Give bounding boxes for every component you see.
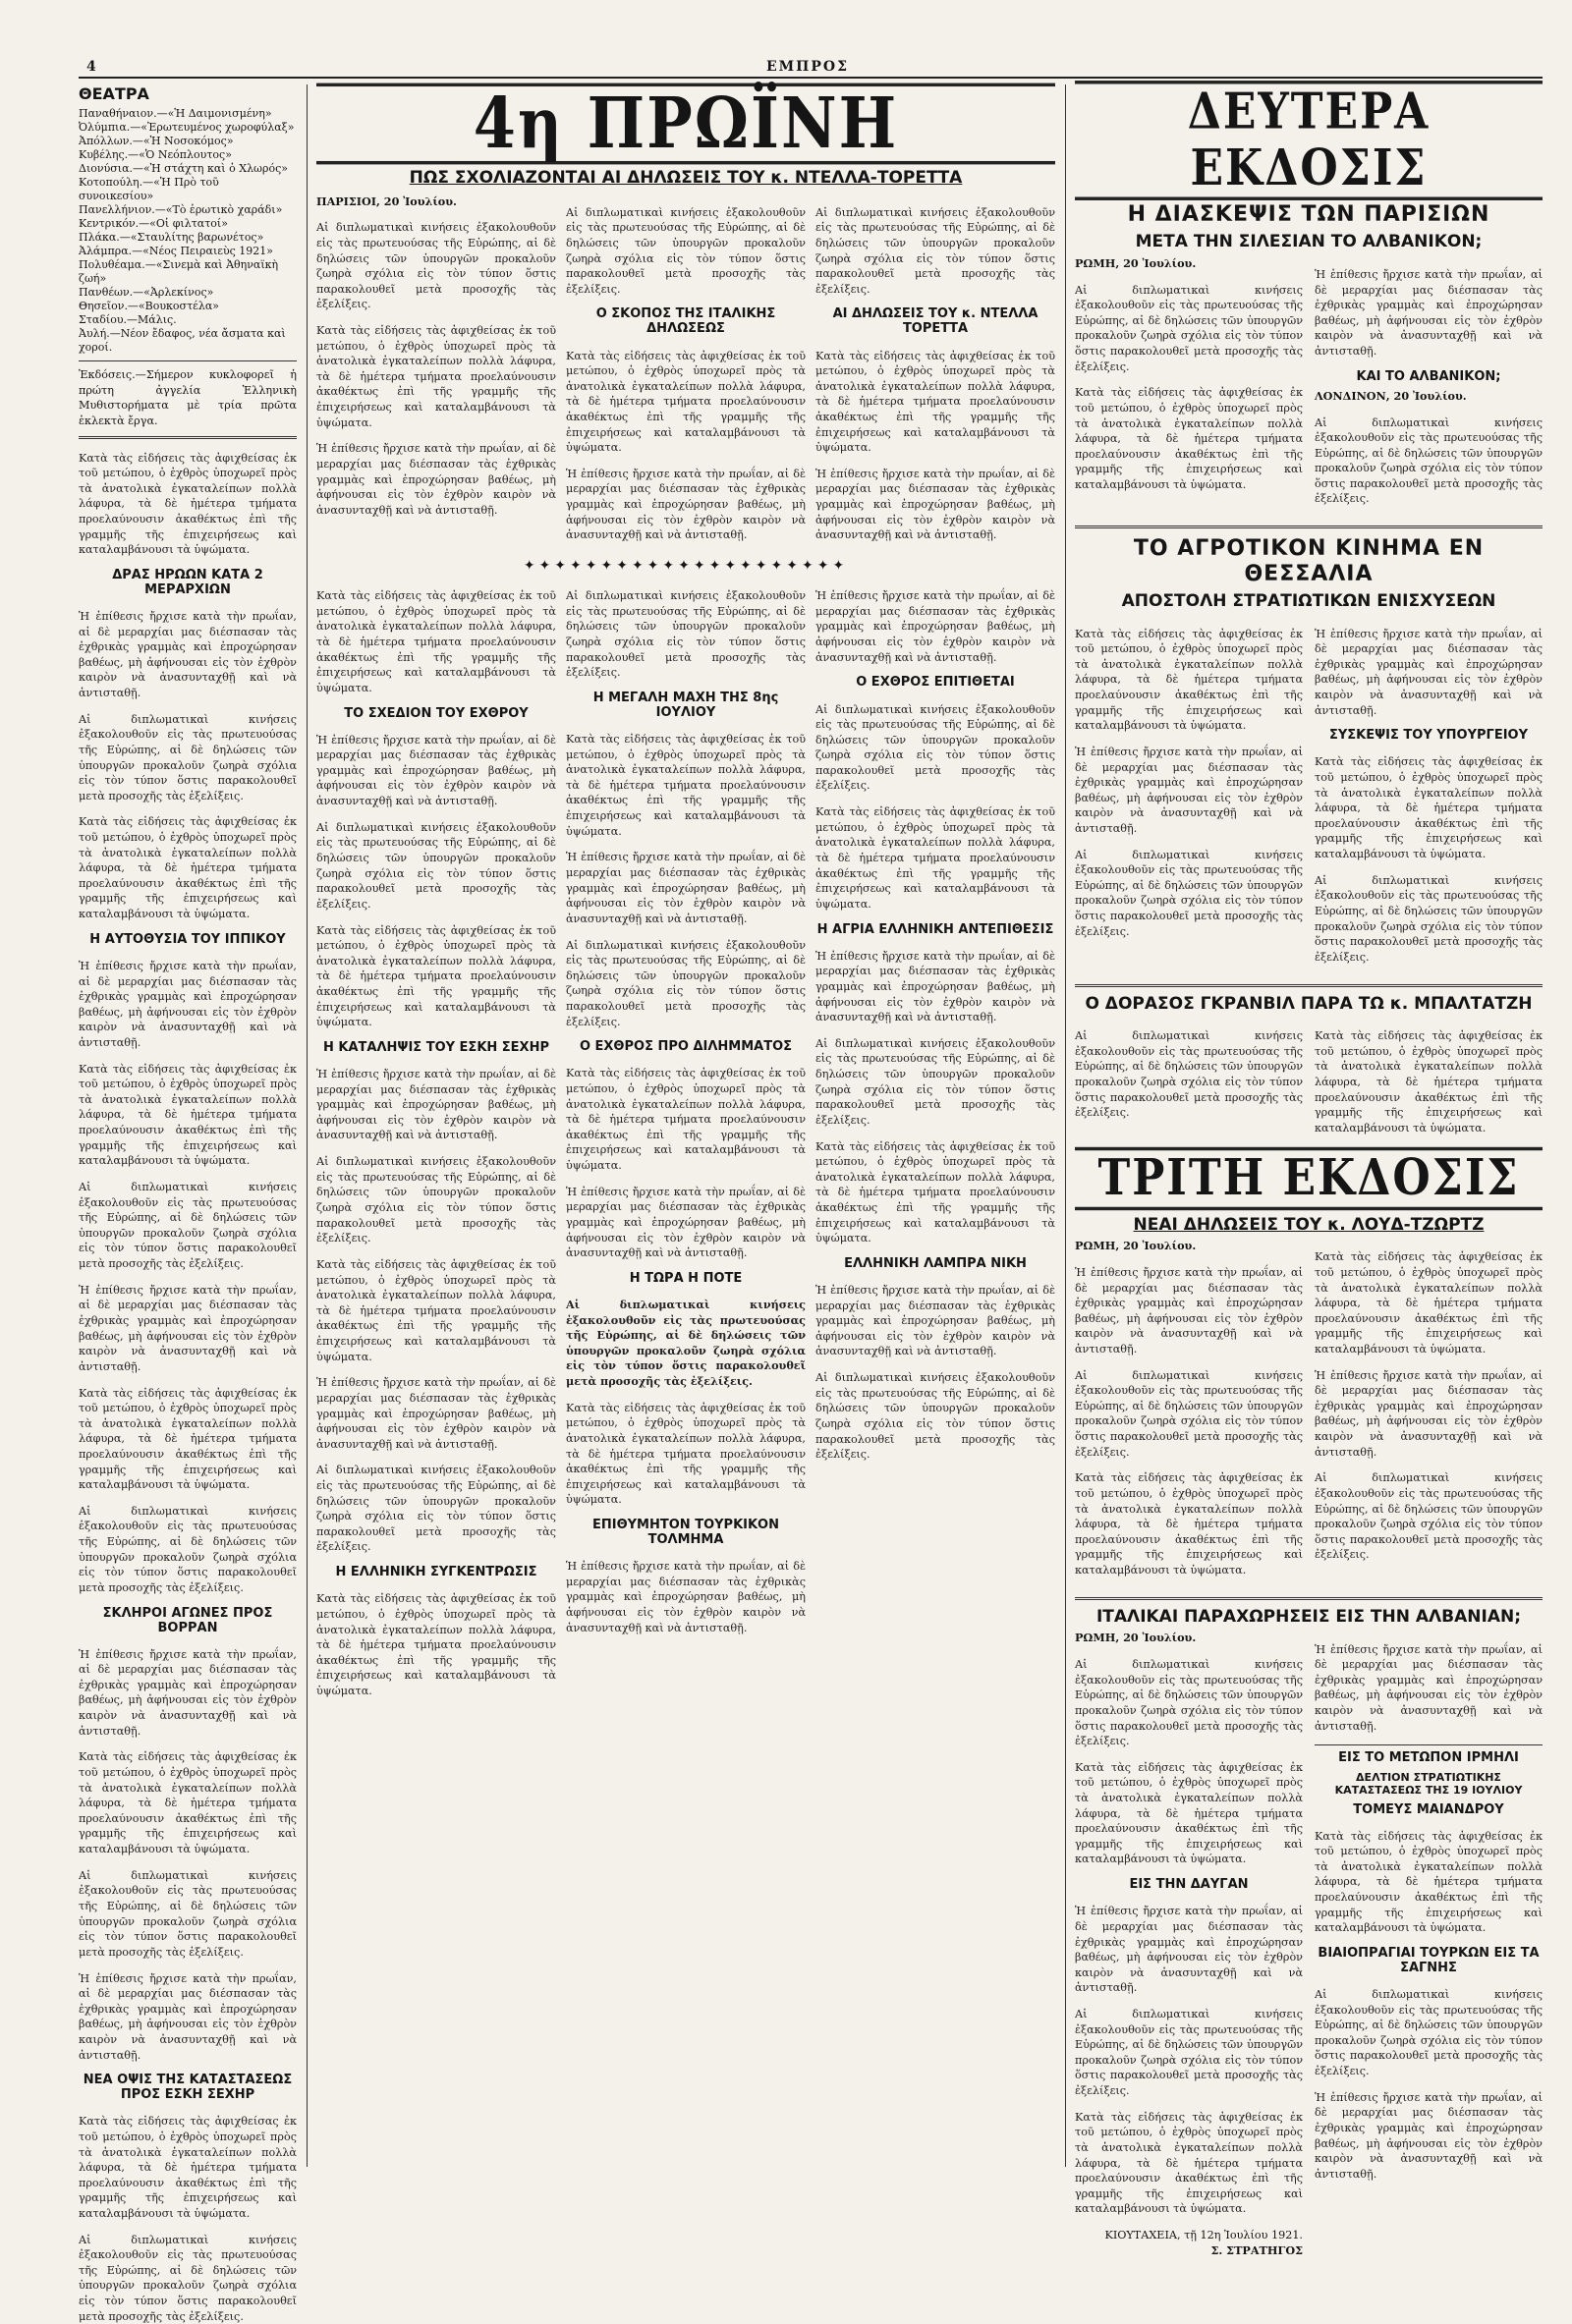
left-column: [79, 84, 297, 2323]
left-headline: ΝΕΑ ΟΨΙΣ ΤΗΣ ΚΑΤΑΣΤΑΣΕΩΣ ΠΡΟΣ ΕΣΚΗ ΣΕΧΗΡ: [83, 2073, 293, 2103]
article-text: Κατὰ τὰς εἰδήσεις τὰς ἀφιχθείσας ἐκ τοῦ μετώπου, ὁ ἐχθρὸς ὑποχωρεῖ πρὸς τὰ ἀνατολικὰ ἐγκαταλείπων πολλὰ λάφυρα, τὰ δὲ ἡμέτερα τμήματα προελαύνουσιν ἀκαθέκτως ἐπὶ τῆς γραμμῆς τῆς ἐπιχειρήσεως καὶ καταλαμβάνουσι τὰ ὑψώματα.: [1075, 627, 1303, 733]
article-text: Κατὰ τὰς εἰδήσεις τὰς ἀφιχθείσας ἐκ τοῦ μετώπου, ὁ ἐχθρὸς ὑποχωρεῖ πρὸς τὰ ἀνατολικὰ ἐγκαταλείπων πολλὰ λάφυρα, τὰ δὲ ἡμέτερα τμήματα προελαύνουσιν ἀκαθέκτως ἐπὶ τῆς γραμμῆς τῆς ἐπιχειρήσεως καὶ καταλαμβάνουσι τὰ ὑψώματα.: [1075, 2110, 1303, 2216]
theatre-item: Κεντρικόν.—«Οἱ φιλτατοί»: [79, 217, 228, 230]
article-text: Κατὰ τὰς εἰδήσεις τὰς ἀφιχθείσας ἐκ τοῦ μετώπου, ὁ ἐχθρὸς ὑποχωρεῖ πρὸς τὰ ἀνατολικὰ ἐγκαταλείπων πολλὰ λάφυρα, τὰ δὲ ἡμέτερα τμήματα προελαύνουσιν ἀκαθέκτως ἐπὶ τῆς γραμμῆς τῆς ἐπιχειρήσεως καὶ καταλαμβάνουσι τὰ ὑψώματα.: [79, 451, 297, 557]
article-text: Αἱ διπλωματικαὶ κινήσεις ἐξακολουθοῦν εἰς τὰς πρωτευούσας τῆς Εὐρώπης, αἱ δὲ δηλώσεις τῶν ὑπουργῶν προκαλοῦν ζωηρὰ σχόλια εἰς τὸν τύπον ὅστις παρακολουθεῖ μετὰ προσοχῆς τὰς ἐξελίξεις.: [316, 1155, 556, 1245]
article-text: Ἡ ἐπίθεσις ἤρχισε κατὰ τὴν πρωΐαν, αἱ δὲ μεραρχίαι μας διέσπασαν τὰς ἐχθρικὰς γραμμὰς καὶ ἐπροχώρησαν βαθέως, μὴ ἀφήνουσαι εἰς τὸν ἐχθρὸν καιρὸν νὰ ἀνασυνταχθῇ καὶ νὰ ἀντισταθῇ.: [566, 1560, 806, 1634]
theatre-item: Ἀυλή.—Νέον ἔδαφος, νέα ἄσματα καὶ χοροί.: [79, 327, 286, 354]
paris-story: [1075, 256, 1543, 518]
article-text: [1075, 1239, 1303, 1254]
article-text: Αἱ διπλωματικαὶ κινήσεις ἐξακολουθοῦν εἰς τὰς πρωτευούσας τῆς Εὐρώπης, αἱ δὲ δηλώσεις τῶν ὑπουργῶν προκαλοῦν ζωηρὰ σχόλια εἰς τὸν τύπον ὅστις παρακολουθεῖ μετὰ προσοχῆς τὰς ἐξελίξεις.: [79, 1868, 297, 1959]
signature-place: ΚΙΟΥΤΑΧΕΙΑ, τῇ 12η Ἰουλίου 1921.: [1104, 2229, 1303, 2242]
center-columns: [316, 578, 1055, 1710]
subhead: Η ΚΑΤΑΛΗΨΙΣ ΤΟΥ ΕΣΚΗ ΣΕΧΗΡ: [323, 1039, 549, 1055]
headline-panorama: ΒΙΑΙΟΠΡΑΓΙΑΙ ΤΟΥΡΚΩΝ ΕΙΣ ΤΑ ΣΑΓΝΗΣ: [1318, 1945, 1540, 1975]
theatre-list: [79, 107, 297, 355]
subhead: ΣΥΣΚΕΨΙΣ ΤΟΥ ΥΠΟΥΡΓΕΙΟΥ: [1328, 728, 1529, 744]
article-text: Αἱ διπλωματικαὶ κινήσεις ἐξακολουθοῦν εἰς τὰς πρωτευούσας τῆς Εὐρώπης, αἱ δὲ δηλώσεις τῶν ὑπουργῶν προκαλοῦν ζωηρὰ σχόλια εἰς τὸν τύπον ὅστις παρακολουθεῖ μετὰ προσοχῆς τὰς ἐξελίξεις.: [1075, 1658, 1303, 1748]
article-text: Κατὰ τὰς εἰδήσεις τὰς ἀφιχθείσας ἐκ τοῦ μετώπου, ὁ ἐχθρὸς ὑποχωρεῖ πρὸς τὰ ἀνατολικὰ ἐγκαταλείπων πολλὰ λάφυρα, τὰ δὲ ἡμέτερα τμήματα προελαύνουσιν ἀκαθέκτως ἐπὶ τῆς γραμμῆς τῆς ἐπιχειρήσεως καὶ καταλαμβάνουσι τὰ ὑψώματα.: [79, 1062, 297, 1168]
thessaly-story: [1075, 615, 1543, 975]
article-text: Ἡ ἐπίθεσις ἤρχισε κατὰ τὴν πρωΐαν, αἱ δὲ μεραρχίαι μας διέσπασαν τὰς ἐχθρικὰς γραμμὰς καὶ ἐπροχώρησαν βαθέως, μὴ ἀφήνουσαι εἰς τὸν ἐχθρὸν καιρὸν νὰ ἀνασυνταχθῇ καὶ νὰ ἀντισταθῇ.: [566, 1185, 806, 1260]
article-text: Ἡ ἐπίθεσις ἤρχισε κατὰ τὴν πρωΐαν, αἱ δὲ μεραρχίαι μας διέσπασαν τὰς ἐχθρικὰς γραμμὰς καὶ ἐπροχώρησαν βαθέως, μὴ ἀφήνουσαι εἰς τὸν ἐχθρὸν καιρὸν νὰ ἀνασυνταχθῇ καὶ νὰ ἀντισταθῇ.: [815, 949, 1055, 1024]
wrangel-story: [1075, 1018, 1543, 1147]
article-text: Ἡ ἐπίθεσις ἤρχισε κατὰ τὴν πρωΐαν, αἱ δὲ μεραρχίαι μας διέσπασαν τὰς ἐχθρικὰς γραμμὰς καὶ ἐπροχώρησαν βαθέως, μὴ ἀφήνουσαι εἰς τὸν ἐχθρὸν καιρὸν νὰ ἀνασυνταχθῇ καὶ νὰ ἀντισταθῇ.: [79, 959, 297, 1049]
article-text: [1075, 1631, 1303, 1646]
edition-banner: 4η ΠΡΩΪΝΗ: [316, 83, 1055, 165]
rule: [79, 436, 297, 439]
theatre-item: Διονύσια.—«Ἡ στάχτη καὶ ὁ Χλωρός»: [79, 162, 288, 175]
article-text: [316, 194, 556, 210]
article-text: Κατὰ τὰς εἰδήσεις τὰς ἀφιχθείσας ἐκ τοῦ μετώπου, ὁ ἐχθρὸς ὑποχωρεῖ πρὸς τὰ ἀνατολικὰ ἐγκαταλείπων πολλὰ λάφυρα, τὰ δὲ ἡμέτερα τμήματα προελαύνουσιν ἀκαθέκτως ἐπὶ τῆς γραμμῆς τῆς ἐπιχειρήσεως καὶ καταλαμβάνουσι τὰ ὑψώματα.: [316, 324, 556, 429]
article-text: Ἡ ἐπίθεσις ἤρχισε κατὰ τὴν πρωΐαν, αἱ δὲ μεραρχίαι μας διέσπασαν τὰς ἐχθρικὰς γραμμὰς καὶ ἐπροχώρησαν βαθέως, μὴ ἀφήνουσαι εἰς τὸν ἐχθρὸν καιρὸν νὰ ἀνασυνταχθῇ καὶ νὰ ἀντισταθῇ.: [566, 851, 806, 925]
subhead-thessaly: ΑΠΟΣΤΟΛΗ ΣΤΡΑΤΙΩΤΙΚΩΝ ΕΝΙΣΧΥΣΕΩΝ: [1121, 590, 1496, 611]
masthead: [79, 59, 1543, 79]
dateline: ΡΩΜΗ, 20 Ἰουλίου.: [1075, 1631, 1197, 1645]
dateline: ΡΩΜΗ, 20 Ἰουλίου.: [1075, 1239, 1197, 1253]
article-text: Κατὰ τὰς εἰδήσεις τὰς ἀφιχθείσας ἐκ τοῦ μετώπου, ὁ ἐχθρὸς ὑποχωρεῖ πρὸς τὰ ἀνατολικὰ ἐγκαταλείπων πολλὰ λάφυρα, τὰ δὲ ἡμέτερα τμήματα προελαύνουσιν ἀκαθέκτως ἐπὶ τῆς γραμμῆς τῆς ἐπιχειρήσεως καὶ καταλαμβάνουσι τὰ ὑψώματα.: [566, 1401, 806, 1507]
left-headline: Η ΑΥΤΟΘΥΣΙΑ ΤΟΥ ΙΠΠΙΚΟΥ: [89, 931, 286, 947]
article-text: Ἡ ἐπίθεσις ἤρχισε κατὰ τὴν πρωΐαν, αἱ δὲ μεραρχίαι μας διέσπασαν τὰς ἐχθρικὰς γραμμὰς καὶ ἐπροχώρησαν βαθέως, μὴ ἀφήνουσαι εἰς τὸν ἐχθρὸν καιρὸν νὰ ἀνασυνταχθῇ καὶ νὰ ἀντισταθῇ.: [79, 609, 297, 699]
article-text: Αἱ διπλωματικαὶ κινήσεις ἐξακολουθοῦν εἰς τὰς πρωτευούσας τῆς Εὐρώπης, αἱ δὲ δηλώσεις τῶν ὑπουργῶν προκαλοῦν ζωηρὰ σχόλια εἰς τὸν τύπον ὅστις παρακολουθεῖ μετὰ προσοχῆς τὰς ἐξελίξεις.: [1315, 415, 1543, 506]
article-text: Κατὰ τὰς εἰδήσεις τὰς ἀφιχθείσας ἐκ τοῦ μετώπου, ὁ ἐχθρὸς ὑποχωρεῖ πρὸς τὰ ἀνατολικὰ ἐγκαταλείπων πολλὰ λάφυρα, τὰ δὲ ἡμέτερα τμήματα προελαύνουσιν ἀκαθέκτως ἐπὶ τῆς γραμμῆς τῆς ἐπιχειρήσεως καὶ καταλαμβάνουσι τὰ ὑψώματα.: [316, 589, 556, 694]
article-text: Αἱ διπλωματικαὶ κινήσεις ἐξακολουθοῦν εἰς τὰς πρωτευούσας τῆς Εὐρώπης, αἱ δὲ δηλώσεις τῶν ὑπουργῶν προκαλοῦν ζωηρὰ σχόλια εἰς τὸν τύπον ὅστις παρακολουθεῖ μετὰ προσοχῆς τὰς ἐξελίξεις.: [1075, 1368, 1303, 1459]
article-text: Αἱ διπλωματικαὶ κινήσεις ἐξακολουθοῦν εἰς τὰς πρωτευούσας τῆς Εὐρώπης, αἱ δὲ δηλώσεις τῶν ὑπουργῶν προκαλοῦν ζωηρὰ σχόλια εἰς τὸν τύπον ὅστις παρακολουθεῖ μετὰ προσοχῆς τὰς ἐξελίξεις.: [79, 1504, 297, 1594]
theatre-item: Κοτοπούλη.—«Ἡ Πρὸ τοῦ συνοικεσίου»: [79, 176, 219, 202]
article-text: Κατὰ τὰς εἰδήσεις τὰς ἀφιχθείσας ἐκ τοῦ μετώπου, ὁ ἐχθρὸς ὑποχωρεῖ πρὸς τὰ ἀνατολικὰ ἐγκαταλείπων πολλὰ λάφυρα, τὰ δὲ ἡμέτερα τμήματα προελαύνουσιν ἀκαθέκτως ἐπὶ τῆς γραμμῆς τῆς ἐπιχειρήσεως καὶ καταλαμβάνουσι τὰ ὑψώματα.: [566, 733, 806, 838]
theatre-item: Κυβέλης.—«Ὁ Νεόπλουτος»: [79, 148, 232, 161]
newspaper-page: [79, 59, 1543, 2323]
subhead: Η ΜΕΓΑΛΗ ΜΑΧΗ ΤΗΣ 8ης ΙΟΥΛΙΟΥ: [592, 690, 779, 720]
headline-front: ΕΙΣ ΤΟ ΜΕΤΩΠΟΝ ΙΡΜΗΛΙ: [1338, 1750, 1519, 1766]
article-text: Κατὰ τὰς εἰδήσεις τὰς ἀφιχθείσας ἐκ τοῦ μετώπου, ὁ ἐχθρὸς ὑποχωρεῖ πρὸς τὰ ἀνατολικὰ ἐγκαταλείπων πολλὰ λάφυρα, τὰ δὲ ἡμέτερα τμήματα προελαύνουσιν ἀκαθέκτως ἐπὶ τῆς γραμμῆς τῆς ἐπιχειρήσεως καὶ καταλαμβάνουσι τὰ ὑψώματα.: [1315, 1829, 1543, 1935]
subhead: ΚΑΙ ΤΟ ΑΛΒΑΝΙΚΟΝ;: [1356, 368, 1501, 384]
rule: [79, 360, 297, 361]
article-text: Ἡ ἐπίθεσις ἤρχισε κατὰ τὴν πρωΐαν, αἱ δὲ μεραρχίαι μας διέσπασαν τὰς ἐχθρικὰς γραμμὰς καὶ ἐπροχώρησαν βαθέως, μὴ ἀφήνουσαι εἰς τὸν ἐχθρὸν καιρὸν νὰ ἀνασυνταχθῇ καὶ νὰ ἀντισταθῇ.: [79, 1647, 297, 1738]
article-text: Κατὰ τὰς εἰδήσεις τὰς ἀφιχθείσας ἐκ τοῦ μετώπου, ὁ ἐχθρὸς ὑποχωρεῖ πρὸς τὰ ἀνατολικὰ ἐγκαταλείπων πολλὰ λάφυρα, τὰ δὲ ἡμέτερα τμήματα προελαύνουσιν ἀκαθέκτως ἐπὶ τῆς γραμμῆς τῆς ἐπιχειρήσεως καὶ καταλαμβάνουσι τὰ ὑψώματα.: [566, 349, 806, 455]
right-section: [1075, 83, 1543, 2257]
dateline: ΡΩΜΗ, 20 Ἰουλίου.: [1075, 255, 1197, 270]
lead-story: [316, 194, 1055, 555]
left-headline: ΔΡΑΣ ΗΡΩΩΝ ΚΑΤΑ 2 ΜΕΡΑΡΧΙΩΝ: [112, 567, 263, 597]
paper-name: ΕΜΠΡΟΣ: [766, 59, 850, 75]
column-rule: [1065, 84, 1066, 2167]
article-text: Κατὰ τὰς εἰδήσεις τὰς ἀφιχθείσας ἐκ τοῦ μετώπου, ὁ ἐχθρὸς ὑποχωρεῖ πρὸς τὰ ἀνατολικὰ ἐγκαταλείπων πολλὰ λάφυρα, τὰ δὲ ἡμέτερα τμήματα προελαύνουσιν ἀκαθέκτως ἐπὶ τῆς γραμμῆς τῆς ἐπιχειρήσεως καὶ καταλαμβάνουσι τὰ ὑψώματα.: [815, 805, 1055, 911]
headline-lloyd-george: ΝΕΑΙ ΔΗΛΩΣΕΙΣ ΤΟΥ κ. ΛΟΥΔ-ΤΖΩΡΤΖ: [1133, 1214, 1485, 1235]
article-text: Κατὰ τὰς εἰδήσεις τὰς ἀφιχθείσας ἐκ τοῦ μετώπου, ὁ ἐχθρὸς ὑποχωρεῖ πρὸς τὰ ἀνατολικὰ ἐγκαταλείπων πολλὰ λάφυρα, τὰ δὲ ἡμέτερα τμήματα προελαύνουσιν ἀκαθέκτως ἐπὶ τῆς γραμμῆς τῆς ἐπιχειρήσεως καὶ καταλαμβάνουσι τὰ ὑψώματα.: [316, 1592, 556, 1697]
article-text: Ἡ ἐπίθεσις ἤρχισε κατὰ τὴν πρωΐαν, αἱ δὲ μεραρχίαι μας διέσπασαν τὰς ἐχθρικὰς γραμμὰς καὶ ἐπροχώρησαν βαθέως, μὴ ἀφήνουσαι εἰς τὸν ἐχθρὸν καιρὸν νὰ ἀνασυνταχθῇ καὶ νὰ ἀντισταθῇ.: [1075, 1265, 1303, 1356]
theatre-item: Ἀπόλλων.—«Ἡ Νοσοκόμος»: [79, 135, 234, 147]
subhead: Η ΤΩΡΑ Η ΠΟΤΕ: [629, 1270, 743, 1286]
article-text: Ἡ ἐπίθεσις ἤρχισε κατὰ τὴν πρωΐαν, αἱ δὲ μεραρχίαι μας διέσπασαν τὰς ἐχθρικὰς γραμμὰς καὶ ἐπροχώρησαν βαθέως, μὴ ἀφήνουσαι εἰς τὸν ἐχθρὸν καιρὸν νὰ ἀνασυνταχθῇ καὶ νὰ ἀντισταθῇ.: [1315, 268, 1543, 358]
italy-story: [1075, 1631, 1543, 2258]
article-text: Κατὰ τὰς εἰδήσεις τὰς ἀφιχθείσας ἐκ τοῦ μετώπου, ὁ ἐχθρὸς ὑποχωρεῖ πρὸς τὰ ἀνατολικὰ ἐγκαταλείπων πολλὰ λάφυρα, τὰ δὲ ἡμέτερα τμήματα προελαύνουσιν ἀκαθέκτως ἐπὶ τῆς γραμμῆς τῆς ἐπιχειρήσεως καὶ καταλαμβάνουσι τὰ ὑψώματα.: [79, 1386, 297, 1492]
article-text: Ἡ ἐπίθεσις ἤρχισε κατὰ τὴν πρωΐαν, αἱ δὲ μεραρχίαι μας διέσπασαν τὰς ἐχθρικὰς γραμμὰς καὶ ἐπροχώρησαν βαθέως, μὴ ἀφήνουσαι εἰς τὸν ἐχθρὸν καιρὸν νὰ ἀνασυνταχθῇ καὶ νὰ ἀντισταθῇ.: [815, 1284, 1055, 1358]
article-text: Ἡ ἐπίθεσις ἤρχισε κατὰ τὴν πρωΐαν, αἱ δὲ μεραρχίαι μας διέσπασαν τὰς ἐχθρικὰς γραμμὰς καὶ ἐπροχώρησαν βαθέως, μὴ ἀφήνουσαι εἰς τὸν ἐχθρὸν καιρὸν νὰ ἀνασυνταχθῇ καὶ νὰ ἀντισταθῇ.: [1315, 1642, 1543, 1733]
subhead: ΤΟ ΣΧΕΔΙΟΝ ΤΟΥ ΕΧΘΡΟΥ: [344, 705, 529, 721]
dateline: ΛΟΝΔΙΝΟΝ, 20 Ἰουλίου.: [1315, 388, 1467, 403]
article-text: Αἱ διπλωματικαὶ κινήσεις ἐξακολουθοῦν εἰς τὰς πρωτευούσας τῆς Εὐρώπης, αἱ δὲ δηλώσεις τῶν ὑπουργῶν προκαλοῦν ζωηρὰ σχόλια εἰς τὸν τύπον ὅστις παρακολουθεῖ μετὰ προσοχῆς τὰς ἐξελίξεις.: [1315, 1988, 1543, 2077]
rule: [1315, 1744, 1543, 1745]
article-text: Κατὰ τὰς εἰδήσεις τὰς ἀφιχθείσας ἐκ τοῦ μετώπου, ὁ ἐχθρὸς ὑποχωρεῖ πρὸς τὰ ἀνατολικὰ ἐγκαταλείπων πολλὰ λάφυρα, τὰ δὲ ἡμέτερα τμήματα προελαύνουσιν ἀκαθέκτως ἐπὶ τῆς γραμμῆς τῆς ἐπιχειρήσεως καὶ καταλαμβάνουσι τὰ ὑψώματα.: [79, 2115, 297, 2220]
article-text: Κατὰ τὰς εἰδήσεις τὰς ἀφιχθείσας ἐκ τοῦ μετώπου, ὁ ἐχθρὸς ὑποχωρεῖ πρὸς τὰ ἀνατολικὰ ἐγκαταλείπων πολλὰ λάφυρα, τὰ δὲ ἡμέτερα τμήματα προελαύνουσιν ἀκαθέκτως ἐπὶ τῆς γραμμῆς τῆς ἐπιχειρήσεως καὶ καταλαμβάνουσι τὰ ὑψώματα.: [1075, 1471, 1303, 1577]
headline-italy: ΙΤΑΛΙΚΑΙ ΠΑΡΑΧΩΡΗΣΕΙΣ ΕΙΣ ΤΗΝ ΑΛΒΑΝΙΑΝ;: [1095, 1606, 1522, 1627]
article-text: Ἡ ἐπίθεσις ἤρχισε κατὰ τὴν πρωΐαν, αἱ δὲ μεραρχίαι μας διέσπασαν τὰς ἐχθρικὰς γραμμὰς καὶ ἐπροχώρησαν βαθέως, μὴ ἀφήνουσαι εἰς τὸν ἐχθρὸν καιρὸν νὰ ἀνασυνταχθῇ καὶ νὰ ἀντισταθῇ.: [815, 589, 1055, 664]
article-text: Αἱ διπλωματικαὶ κινήσεις ἐξακολουθοῦν εἰς τὰς πρωτευούσας τῆς Εὐρώπης, αἱ δὲ δηλώσεις τῶν ὑπουργῶν προκαλοῦν ζωηρὰ σχόλια εἰς τὸν τύπον ὅστις παρακολουθεῖ μετὰ προσοχῆς τὰς ἐξελίξεις.: [815, 1036, 1055, 1127]
subhead: ΕΙΣ ΤΗΝ ΔΑΥΓΑΝ: [1129, 1877, 1249, 1893]
article-text: Αἱ διπλωματικαὶ κινήσεις ἐξακολουθοῦν εἰς τὰς πρωτευούσας τῆς Εὐρώπης, αἱ δὲ δηλώσεις τῶν ὑπουργῶν προκαλοῦν ζωηρὰ σχόλια εἰς τὸν τύπον ὅστις παρακολουθεῖ μετὰ προσοχῆς τὰς ἐξελίξεις.: [316, 221, 556, 311]
subhead: ΑΙ ΔΗΛΩΣΕΙΣ ΤΟΥ κ. ΝΤΕΛΛΑ ΤΟΡΕΤΤΑ: [832, 306, 1039, 337]
article-text: Ἡ ἐπίθεσις ἤρχισε κατὰ τὴν πρωΐαν, αἱ δὲ μεραρχίαι μας διέσπασαν τὰς ἐχθρικὰς γραμμὰς καὶ ἐπροχώρησαν βαθέως, μὴ ἀφήνουσαι εἰς τὸν ἐχθρὸν καιρὸν νὰ ἀνασυνταχθῇ καὶ νὰ ἀντισταθῇ.: [316, 1376, 556, 1451]
article-text: Ἡ ἐπίθεσις ἤρχισε κατὰ τὴν πρωΐαν, αἱ δὲ μεραρχίαι μας διέσπασαν τὰς ἐχθρικὰς γραμμὰς καὶ ἐπροχώρησαν βαθέως, μὴ ἀφήνουσαι εἰς τὸν ἐχθρὸν καιρὸν νὰ ἀνασυνταχθῇ καὶ νὰ ἀντισταθῇ.: [1315, 2090, 1543, 2181]
article-text: Αἱ διπλωματικαὶ κινήσεις ἐξακολουθοῦν εἰς τὰς πρωτευούσας τῆς Εὐρώπης, αἱ δὲ δηλώσεις τῶν ὑπουργῶν προκαλοῦν ζωηρὰ σχόλια εἰς τὸν τύπον ὅστις παρακολουθεῖ μετὰ προσοχῆς τὰς ἐξελίξεις.: [815, 702, 1055, 793]
article-text: Ἡ ἐπίθεσις ἤρχισε κατὰ τὴν πρωΐαν, αἱ δὲ μεραρχίαι μας διέσπασαν τὰς ἐχθρικὰς γραμμὰς καὶ ἐπροχώρησαν βαθέως, μὴ ἀφήνουσαι εἰς τὸν ἐχθρὸν καιρὸν νὰ ἀνασυνταχθῇ καὶ νὰ ἀντισταθῇ.: [316, 1068, 556, 1142]
subhead-sector: ΤΟΜΕΥΣ ΜΑΙΑΝΔΡΟΥ: [1353, 1801, 1504, 1817]
article-text: Αἱ διπλωματικαὶ κινήσεις ἐξακολουθοῦν εἰς τὰς πρωτευούσας τῆς Εὐρώπης, αἱ δὲ δηλώσεις τῶν ὑπουργῶν προκαλοῦν ζωηρὰ σχόλια εἰς τὸν τύπον ὅστις παρακολουθεῖ μετὰ προσοχῆς τὰς ἐξελίξεις.: [1315, 873, 1543, 964]
subhead: Η ΕΛΛΗΝΙΚΗ ΣΥΓΚΕΝΤΡΩΣΙΣ: [335, 1565, 537, 1580]
article-text: Αἱ διπλωματικαὶ κινήσεις ἐξακολουθοῦν εἰς τὰς πρωτευούσας τῆς Εὐρώπης, αἱ δὲ δηλώσεις τῶν ὑπουργῶν προκαλοῦν ζωηρὰ σχόλια εἰς τὸν τύπον ὅστις παρακολουθεῖ μετὰ προσοχῆς τὰς ἐξελίξεις.: [566, 1298, 806, 1389]
headline-wrangel: Ο ΔΟΡΑΣΟΣ ΓΚΡΑΝΒΙΛ ΠΑΡΑ ΤΩ κ. ΜΠΑΛΤΑΤΖΗ: [1085, 993, 1533, 1014]
subhead: Η ΑΓΡΙΑ ΕΛΛΗΝΙΚΗ ΑΝΤΕΠΙΘΕΣΙΣ: [816, 921, 1054, 937]
theatre-item: Πλάκα.—«Σταυλίτης βαρωνέτος»: [79, 231, 264, 244]
subhead: ΕΛΛΗΝΙΚΗ ΛΑΜΠΡΑ ΝΙΚΗ: [844, 1255, 1027, 1271]
subhead: Ο ΣΚΟΠΟΣ ΤΗΣ ΙΤΑΛΙΚΗΣ ΔΗΛΩΣΕΩΣ: [595, 306, 776, 337]
third-edition-banner: ΤΡΙΤΗ ΕΚΔΟΣΙΣ: [1075, 1146, 1543, 1209]
article-text: Ἡ ἐπίθεσις ἤρχισε κατὰ τὴν πρωΐαν, αἱ δὲ μεραρχίαι μας διέσπασαν τὰς ἐχθρικὰς γραμμὰς καὶ ἐπροχώρησαν βαθέως, μὴ ἀφήνουσαι εἰς τὸν ἐχθρὸν καιρὸν νὰ ἀνασυνταχθῇ καὶ νὰ ἀντισταθῇ.: [316, 442, 556, 517]
article-text: Αἱ διπλωματικαὶ κινήσεις ἐξακολουθοῦν εἰς τὰς πρωτευούσας τῆς Εὐρώπης, αἱ δὲ δηλώσεις τῶν ὑπουργῶν προκαλοῦν ζωηρὰ σχόλια εἰς τὸν τύπον ὅστις παρακολουθεῖ μετὰ προσοχῆς τὰς ἐξελίξεις.: [1075, 283, 1303, 373]
article-text: Κατὰ τὰς εἰδήσεις τὰς ἀφιχθείσας ἐκ τοῦ μετώπου, ὁ ἐχθρὸς ὑποχωρεῖ πρὸς τὰ ἀνατολικὰ ἐγκαταλείπων πολλὰ λάφυρα, τὰ δὲ ἡμέτερα τμήματα προελαύνουσιν ἀκαθέκτως ἐπὶ τῆς γραμμῆς τῆς ἐπιχειρήσεως καὶ καταλαμβάνουσι τὰ ὑψώματα.: [79, 1750, 297, 1855]
theatre-note: Ἐκδόσεις.—Σήμερον κυκλοφορεῖ ἡ πρώτη ἀγγελία Ἑλληνικὴ Μυθιστορήματα μὲ τρία πρῶτα ἑκλεκτὰ ἔργα.: [79, 368, 297, 427]
article-text: Ἡ ἐπίθεσις ἤρχισε κατὰ τὴν πρωΐαν, αἱ δὲ μεραρχίαι μας διέσπασαν τὰς ἐχθρικὰς γραμμὰς καὶ ἐπροχώρησαν βαθέως, μὴ ἀφήνουσαι εἰς τὸν ἐχθρὸν καιρὸν νὰ ἀνασυνταχθῇ καὶ νὰ ἀντισταθῇ.: [316, 733, 556, 808]
article-text: Κατὰ τὰς εἰδήσεις τὰς ἀφιχθείσας ἐκ τοῦ μετώπου, ὁ ἐχθρὸς ὑποχωρεῖ πρὸς τὰ ἀνατολικὰ ἐγκαταλείπων πολλὰ λάφυρα, τὰ δὲ ἡμέτερα τμήματα προελαύνουσιν ἀκαθέκτως ἐπὶ τῆς γραμμῆς τῆς ἐπιχειρήσεως καὶ καταλαμβάνουσι τὰ ὑψώματα.: [316, 923, 556, 1029]
article-text: Ἡ ἐπίθεσις ἤρχισε κατὰ τὴν πρωΐαν, αἱ δὲ μεραρχίαι μας διέσπασαν τὰς ἐχθρικὰς γραμμὰς καὶ ἐπροχώρησαν βαθέως, μὴ ἀφήνουσαι εἰς τὸν ἐχθρὸν καιρὸν νὰ ἀνασυνταχθῇ καὶ νὰ ἀντισταθῇ.: [815, 467, 1055, 542]
article-text: Κατὰ τὰς εἰδήσεις τὰς ἀφιχθείσας ἐκ τοῦ μετώπου, ὁ ἐχθρὸς ὑποχωρεῖ πρὸς τὰ ἀνατολικὰ ἐγκαταλείπων πολλὰ λάφυρα, τὰ δὲ ἡμέτερα τμήματα προελαύνουσιν ἀκαθέκτως ἐπὶ τῆς γραμμῆς τῆς ἐπιχειρήσεως καὶ καταλαμβάνουσι τὰ ὑψώματα.: [815, 1139, 1055, 1245]
article-text: Αἱ διπλωματικαὶ κινήσεις ἐξακολουθοῦν εἰς τὰς πρωτευούσας τῆς Εὐρώπης, αἱ δὲ δηλώσεις τῶν ὑπουργῶν προκαλοῦν ζωηρὰ σχόλια εἰς τὸν τύπον ὅστις παρακολουθεῖ μετὰ προσοχῆς τὰς ἐξελίξεις.: [1075, 1029, 1303, 1120]
article-text: Αἱ διπλωματικαὶ κινήσεις ἐξακολουθοῦν εἰς τὰς πρωτευούσας τῆς Εὐρώπης, αἱ δὲ δηλώσεις τῶν ὑπουργῶν προκαλοῦν ζωηρὰ σχόλια εἰς τὸν τύπον ὅστις παρακολουθεῖ μετὰ προσοχῆς τὰς ἐξελίξεις.: [79, 712, 297, 802]
rule: [1075, 1597, 1543, 1600]
center-section: [316, 84, 1055, 2167]
article-text: [1315, 389, 1543, 405]
article-text: Κατὰ τὰς εἰδήσεις τὰς ἀφιχθείσας ἐκ τοῦ μετώπου, ὁ ἐχθρὸς ὑποχωρεῖ πρὸς τὰ ἀνατολικὰ ἐγκαταλείπων πολλὰ λάφυρα, τὰ δὲ ἡμέτερα τμήματα προελαύνουσιν ἀκαθέκτως ἐπὶ τῆς γραμμῆς τῆς ἐπιχειρήσεως καὶ καταλαμβάνουσι τὰ ὑψώματα.: [566, 1067, 806, 1172]
column-rule: [307, 84, 308, 2167]
subhead: Ο ΕΧΘΡΟΣ ΠΡΟ ΔΙΛΗΜΜΑΤΟΣ: [579, 1039, 793, 1055]
article-text: Αἱ διπλωματικαὶ κινήσεις ἐξακολουθοῦν εἰς τὰς πρωτευούσας τῆς Εὐρώπης, αἱ δὲ δηλώσεις τῶν ὑπουργῶν προκαλοῦν ζωηρὰ σχόλια εἰς τὸν τύπον ὅστις παρακολουθεῖ μετὰ προσοχῆς τὰς ἐξελίξεις.: [316, 1464, 556, 1554]
ornament-divider: ✦✦✦✦✦✦✦✦✦✦✦✦✦✦✦✦✦✦✦✦✦: [523, 558, 849, 575]
theatre-item: Πολυθέαμα.—«Σινεμὰ καὶ Ἀθηναϊκὴ ζωή»: [79, 258, 279, 285]
article-text: Ἡ ἐπίθεσις ἤρχισε κατὰ τὴν πρωΐαν, αἱ δὲ μεραρχίαι μας διέσπασαν τὰς ἐχθρικὰς γραμμὰς καὶ ἐπροχώρησαν βαθέως, μὴ ἀφήνουσαι εἰς τὸν ἐχθρὸν καιρὸν νὰ ἀνασυνταχθῇ καὶ νὰ ἀντισταθῇ.: [1315, 627, 1543, 717]
lloyd-story: [1075, 1239, 1543, 1589]
article-text: Ἡ ἐπίθεσις ἤρχισε κατὰ τὴν πρωΐαν, αἱ δὲ μεραρχίαι μας διέσπασαν τὰς ἐχθρικὰς γραμμὰς καὶ ἐπροχώρησαν βαθέως, μὴ ἀφήνουσαι εἰς τὸν ἐχθρὸν καιρὸν νὰ ἀνασυνταχθῇ καὶ νὰ ἀντισταθῇ.: [79, 1971, 297, 2062]
article-text: Ἡ ἐπίθεσις ἤρχισε κατὰ τὴν πρωΐαν, αἱ δὲ μεραρχίαι μας διέσπασαν τὰς ἐχθρικὰς γραμμὰς καὶ ἐπροχώρησαν βαθέως, μὴ ἀφήνουσαι εἰς τὸν ἐχθρὸν καιρὸν νὰ ἀνασυνταχθῇ καὶ νὰ ἀντισταθῇ.: [1075, 1905, 1303, 1995]
theatre-item: Ἀλάμπρα.—«Νέος Πειραιεὺς 1921»: [79, 245, 274, 257]
article-text: Αἱ διπλωματικαὶ κινήσεις ἐξακολουθοῦν εἰς τὰς πρωτευούσας τῆς Εὐρώπης, αἱ δὲ δηλώσεις τῶν ὑπουργῶν προκαλοῦν ζωηρὰ σχόλια εἰς τὸν τύπον ὅστις παρακολουθεῖ μετὰ προσοχῆς τὰς ἐξελίξεις.: [815, 1371, 1055, 1462]
article-text: Αἱ διπλωματικαὶ κινήσεις ἐξακολουθοῦν εἰς τὰς πρωτευούσας τῆς Εὐρώπης, αἱ δὲ δηλώσεις τῶν ὑπουργῶν προκαλοῦν ζωηρὰ σχόλια εἰς τὸν τύπον ὅστις παρακολουθεῖ μετὰ προσοχῆς τὰς ἐξελίξεις.: [566, 938, 806, 1028]
subhead: ΕΠΙΘΥΜΗΤΟΝ ΤΟΥΡΚΙΚΟΝ ΤΟΛΜΗΜΑ: [592, 1518, 779, 1548]
article-text: Αἱ διπλωματικαὶ κινήσεις ἐξακολουθοῦν εἰς τὰς πρωτευούσας τῆς Εὐρώπης, αἱ δὲ δηλώσεις τῶν ὑπουργῶν προκαλοῦν ζωηρὰ σχόλια εἰς τὸν τύπον ὅστις παρακολουθεῖ μετὰ προσοχῆς τὰς ἐξελίξεις.: [1315, 1471, 1543, 1562]
theatre-item: Πανθέων.—«Ἀρλεκίνος»: [79, 286, 214, 299]
article-text: Κατὰ τὰς εἰδήσεις τὰς ἀφιχθείσας ἐκ τοῦ μετώπου, ὁ ἐχθρὸς ὑποχωρεῖ πρὸς τὰ ἀνατολικὰ ἐγκαταλείπων πολλὰ λάφυρα, τὰ δὲ ἡμέτερα τμήματα προελαύνουσιν ἀκαθέκτως ἐπὶ τῆς γραμμῆς τῆς ἐπιχειρήσεως καὶ καταλαμβάνουσι τὰ ὑψώματα.: [1075, 1760, 1303, 1866]
subhead: Ο ΕΧΘΡΟΣ ΕΠΙΤΙΘΕΤΑΙ: [856, 675, 1015, 691]
article-text: Αἱ διπλωματικαὶ κινήσεις ἐξακολουθοῦν εἰς τὰς πρωτευούσας τῆς Εὐρώπης, αἱ δὲ δηλώσεις τῶν ὑπουργῶν προκαλοῦν ζωηρὰ σχόλια εἰς τὸν τύπον ὅστις παρακολουθεῖ μετὰ προσοχῆς τὰς ἐξελίξεις.: [1075, 848, 1303, 938]
article-text: Κατὰ τὰς εἰδήσεις τὰς ἀφιχθείσας ἐκ τοῦ μετώπου, ὁ ἐχθρὸς ὑποχωρεῖ πρὸς τὰ ἀνατολικὰ ἐγκαταλείπων πολλὰ λάφυρα, τὰ δὲ ἡμέτερα τμήματα προελαύνουσιν ἀκαθέκτως ἐπὶ τῆς γραμμῆς τῆς ἐπιχειρήσεως καὶ καταλαμβάνουσι τὰ ὑψώματα.: [815, 349, 1055, 455]
rule: [1075, 984, 1543, 987]
article-text: Ἡ ἐπίθεσις ἤρχισε κατὰ τὴν πρωΐαν, αἱ δὲ μεραρχίαι μας διέσπασαν τὰς ἐχθρικὰς γραμμὰς καὶ ἐπροχώρησαν βαθέως, μὴ ἀφήνουσαι εἰς τὸν ἐχθρὸν καιρὸν νὰ ἀνασυνταχθῇ καὶ νὰ ἀντισταθῇ.: [1075, 745, 1303, 835]
page-number: 4: [86, 59, 96, 75]
theatre-title: ΘΕΑΤΡΑ: [79, 84, 149, 103]
article-text: Κατὰ τὰς εἰδήσεις τὰς ἀφιχθείσας ἐκ τοῦ μετώπου, ὁ ἐχθρὸς ὑποχωρεῖ πρὸς τὰ ἀνατολικὰ ἐγκαταλείπων πολλὰ λάφυρα, τὰ δὲ ἡμέτερα τμήματα προελαύνουσιν ἀκαθέκτως ἐπὶ τῆς γραμμῆς τῆς ἐπιχειρήσεως καὶ καταλαμβάνουσι τὰ ὑψώματα.: [316, 1257, 556, 1363]
article-text: [1075, 256, 1303, 272]
second-edition-banner: ΔΕΥΤΕΡΑ ΕΚΔΟΣΙΣ: [1075, 81, 1543, 200]
theatre-item: Ὀλύμπια.—«Ἐρωτευμένος χωροφύλαξ»: [79, 121, 295, 134]
article-text: Αἱ διπλωματικαὶ κινήσεις ἐξακολουθοῦν εἰς τὰς πρωτευούσας τῆς Εὐρώπης, αἱ δὲ δηλώσεις τῶν ὑπουργῶν προκαλοῦν ζωηρὰ σχόλια εἰς τὸν τύπον ὅστις παρακολουθεῖ μετὰ προσοχῆς τὰς ἐξελίξεις.: [79, 2233, 297, 2323]
article-text: Αἱ διπλωματικαὶ κινήσεις ἐξακολουθοῦν εἰς τὰς πρωτευούσας τῆς Εὐρώπης, αἱ δὲ δηλώσεις τῶν ὑπουργῶν προκαλοῦν ζωηρὰ σχόλια εἰς τὸν τύπον ὅστις παρακολουθεῖ μετὰ προσοχῆς τὰς ἐξελίξεις.: [79, 1181, 297, 1270]
signature-name: Σ. ΣΤΡΑΤΗΓΟΣ: [1210, 2242, 1303, 2257]
left-headline: ΣΚΛΗΡΟΙ ΑΓΩΝΕΣ ΠΡΟΣ ΒΟΡΡΑΝ: [102, 1605, 273, 1635]
theatre-item: Παναθήναιον.—«Ἡ Δαιμονισμένη»: [79, 107, 272, 120]
dateline: ΠΑΡΙΣΙΟΙ, 20 Ἰουλίου.: [316, 194, 457, 208]
main-headline: ΠΩΣ ΣΧΟΛΙΑΖΟΝΤΑΙ ΑΙ ΔΗΛΩΣΕΙΣ ΤΟΥ κ. ΝΤΕΛΛΑ-ΤΟΡΕΤΤΑ: [409, 168, 963, 188]
article-text: Κατὰ τὰς εἰδήσεις τὰς ἀφιχθείσας ἐκ τοῦ μετώπου, ὁ ἐχθρὸς ὑποχωρεῖ πρὸς τὰ ἀνατολικὰ ἐγκαταλείπων πολλὰ λάφυρα, τὰ δὲ ἡμέτερα τμήματα προελαύνουσιν ἀκαθέκτως ἐπὶ τῆς γραμμῆς τῆς ἐπιχειρήσεως καὶ καταλαμβάνουσι τὰ ὑψώματα.: [1315, 1250, 1543, 1356]
article-text: Αἱ διπλωματικαὶ κινήσεις ἐξακολουθοῦν εἰς τὰς πρωτευούσας τῆς Εὐρώπης, αἱ δὲ δηλώσεις τῶν ὑπουργῶν προκαλοῦν ζωηρὰ σχόλια εἰς τὸν τύπον ὅστις παρακολουθεῖ μετὰ προσοχῆς τὰς ἐξελίξεις.: [566, 205, 806, 296]
theatre-item: Θησεῖον.—«Βουκοστέλα»: [79, 300, 219, 312]
article-text: Κατὰ τὰς εἰδήσεις τὰς ἀφιχθείσας ἐκ τοῦ μετώπου, ὁ ἐχθρὸς ὑποχωρεῖ πρὸς τὰ ἀνατολικὰ ἐγκαταλείπων πολλὰ λάφυρα, τὰ δὲ ἡμέτερα τμήματα προελαύνουσιν ἀκαθέκτως ἐπὶ τῆς γραμμῆς τῆς ἐπιχειρήσεως καὶ καταλαμβάνουσι τὰ ὑψώματα.: [79, 815, 297, 921]
article-text: Ἡ ἐπίθεσις ἤρχισε κατὰ τὴν πρωΐαν, αἱ δὲ μεραρχίαι μας διέσπασαν τὰς ἐχθρικὰς γραμμὰς καὶ ἐπροχώρησαν βαθέως, μὴ ἀφήνουσαι εἰς τὸν ἐχθρὸν καιρὸν νὰ ἀνασυνταχθῇ καὶ νὰ ἀντισταθῇ.: [79, 1283, 297, 1373]
headline-paris: Η ΔΙΑΣΚΕΨΙΣ ΤΩΝ ΠΑΡΙΣΙΩΝ: [1127, 202, 1490, 227]
article-text: Αἱ διπλωματικαὶ κινήσεις ἐξακολουθοῦν εἰς τὰς πρωτευούσας τῆς Εὐρώπης, αἱ δὲ δηλώσεις τῶν ὑπουργῶν προκαλοῦν ζωηρὰ σχόλια εἰς τὸν τύπον ὅστις παρακολουθεῖ μετὰ προσοχῆς τὰς ἐξελίξεις.: [1075, 2008, 1303, 2098]
theatre-item: Σταδίου.—Μάλις.: [79, 313, 177, 326]
article-text: Κατὰ τὰς εἰδήσεις τὰς ἀφιχθείσας ἐκ τοῦ μετώπου, ὁ ἐχθρὸς ὑποχωρεῖ πρὸς τὰ ἀνατολικὰ ἐγκαταλείπων πολλὰ λάφυρα, τὰ δὲ ἡμέτερα τμήματα προελαύνουσιν ἀκαθέκτως ἐπὶ τῆς γραμμῆς τῆς ἐπιχειρήσεως καὶ καταλαμβάνουσι τὰ ὑψώματα.: [1315, 755, 1543, 861]
headline-thessaly: ΤΟ ΑΓΡΟΤΙΚΟΝ ΚΙΝΗΜΑ ΕΝ ΘΕΣΣΑΛΙΑ: [1133, 536, 1485, 586]
article-text: Ἡ ἐπίθεσις ἤρχισε κατὰ τὴν πρωΐαν, αἱ δὲ μεραρχίαι μας διέσπασαν τὰς ἐχθρικὰς γραμμὰς καὶ ἐπροχώρησαν βαθέως, μὴ ἀφήνουσαι εἰς τὸν ἐχθρὸν καιρὸν νὰ ἀνασυνταχθῇ καὶ νὰ ἀντισταθῇ.: [566, 467, 806, 542]
article-text: Αἱ διπλωματικαὶ κινήσεις ἐξακολουθοῦν εἰς τὰς πρωτευούσας τῆς Εὐρώπης, αἱ δὲ δηλώσεις τῶν ὑπουργῶν προκαλοῦν ζωηρὰ σχόλια εἰς τὸν τύπον ὅστις παρακολουθεῖ μετὰ προσοχῆς τὰς ἐξελίξεις.: [316, 820, 556, 911]
subhead-paris: ΜΕΤΑ ΤΗΝ ΣΙΛΕΣΙΑΝ ΤΟ ΑΛΒΑΝΙΚΟΝ;: [1135, 232, 1483, 252]
article-text: Αἱ διπλωματικαὶ κινήσεις ἐξακολουθοῦν εἰς τὰς πρωτευούσας τῆς Εὐρώπης, αἱ δὲ δηλώσεις τῶν ὑπουργῶν προκαλοῦν ζωηρὰ σχόλια εἰς τὸν τύπον ὅστις παρακολουθεῖ μετὰ προσοχῆς τὰς ἐξελίξεις.: [566, 589, 806, 680]
article-text: Κατὰ τὰς εἰδήσεις τὰς ἀφιχθείσας ἐκ τοῦ μετώπου, ὁ ἐχθρὸς ὑποχωρεῖ πρὸς τὰ ἀνατολικὰ ἐγκαταλείπων πολλὰ λάφυρα, τὰ δὲ ἡμέτερα τμήματα προελαύνουσιν ἀκαθέκτως ἐπὶ τῆς γραμμῆς τῆς ἐπιχειρήσεως καὶ καταλαμβάνουσι τὰ ὑψώματα.: [1075, 386, 1303, 491]
rule: [1075, 526, 1543, 528]
article-text: Ἡ ἐπίθεσις ἤρχισε κατὰ τὴν πρωΐαν, αἱ δὲ μεραρχίαι μας διέσπασαν τὰς ἐχθρικὰς γραμμὰς καὶ ἐπροχώρησαν βαθέως, μὴ ἀφήνουσαι εἰς τὸν ἐχθρὸν καιρὸν νὰ ἀνασυνταχθῇ καὶ νὰ ἀντισταθῇ.: [1315, 1368, 1543, 1459]
subhead-front: ΔΕΛΤΙΟΝ ΣΤΡΑΤΙΩΤΙΚΗΣ ΚΑΤΑΣΤΑΣΕΩΣ ΤΗΣ 19 ΙΟΥΛΙΟΥ: [1334, 1771, 1523, 1797]
article-text: Κατὰ τὰς εἰδήσεις τὰς ἀφιχθείσας ἐκ τοῦ μετώπου, ὁ ἐχθρὸς ὑποχωρεῖ πρὸς τὰ ἀνατολικὰ ἐγκαταλείπων πολλὰ λάφυρα, τὰ δὲ ἡμέτερα τμήματα προελαύνουσιν ἀκαθέκτως ἐπὶ τῆς γραμμῆς τῆς ἐπιχειρήσεως καὶ καταλαμβάνουσι τὰ ὑψώματα.: [1315, 1029, 1543, 1134]
theatre-item: Πανελλήνιον.—«Τὸ ἐρωτικὸ χαράδι»: [79, 203, 283, 216]
article-text: Αἱ διπλωματικαὶ κινήσεις ἐξακολουθοῦν εἰς τὰς πρωτευούσας τῆς Εὐρώπης, αἱ δὲ δηλώσεις τῶν ὑπουργῶν προκαλοῦν ζωηρὰ σχόλια εἰς τὸν τύπον ὅστις παρακολουθεῖ μετὰ προσοχῆς τὰς ἐξελίξεις.: [815, 205, 1055, 296]
